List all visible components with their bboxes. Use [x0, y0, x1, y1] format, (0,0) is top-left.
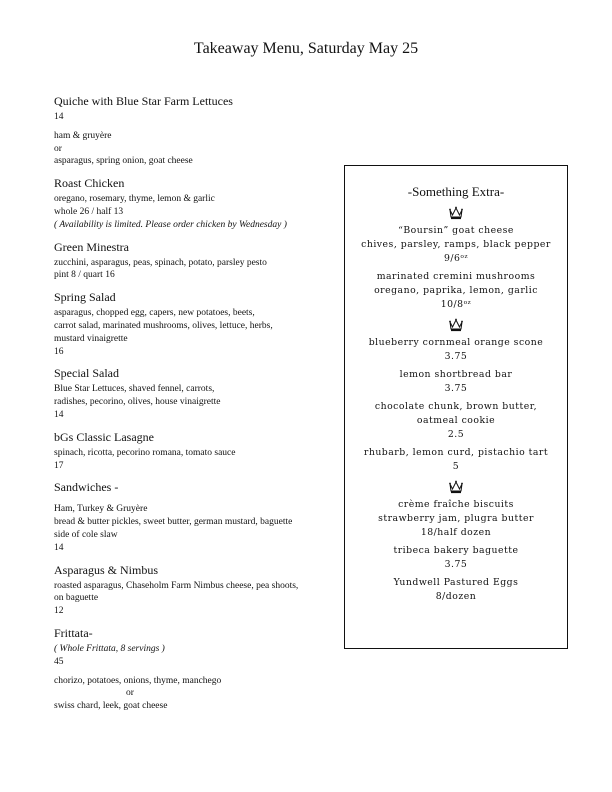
- extra-item-line: crème fraîche biscuits: [398, 499, 514, 510]
- menu-item-name: Spring Salad: [54, 290, 116, 305]
- extra-item-line: 9/6ᵒᶻ: [443, 253, 469, 264]
- something-extra-box: [344, 165, 568, 649]
- crown-ornament-icon: [448, 480, 464, 494]
- extra-item-line: tribeca bakery baguette: [393, 545, 519, 556]
- extra-item-line: 8/dozen: [435, 591, 477, 602]
- extra-item: [345, 336, 567, 364]
- menu-item-detail: oregano, rosemary, thyme, lemon & garlic: [54, 194, 215, 205]
- extra-item: [345, 270, 567, 312]
- menu-item-detail: spinach, ricotta, pecorino romana, tomato sauce: [54, 447, 236, 458]
- menu-item-detail: carrot salad, marinated mushrooms, olives, lettuce, herbs,: [54, 320, 273, 331]
- extra-item-line: 3.75: [444, 383, 468, 394]
- menu-item-detail: 14: [54, 409, 64, 420]
- menu-item-detail: or: [54, 143, 62, 154]
- extra-item: [345, 498, 567, 540]
- extra-item-line: 18/half dozen: [420, 527, 492, 538]
- extra-item: [345, 400, 567, 442]
- crown-ornament-icon: [448, 206, 464, 220]
- menu-item-detail: 12: [54, 606, 64, 617]
- menu-item: [54, 563, 339, 618]
- extra-item-line: Yundwell Pastured Eggs: [393, 577, 519, 588]
- extra-item-line: chocolate chunk, brown butter,: [374, 401, 538, 412]
- extra-item-line: 5: [452, 461, 460, 472]
- menu-item-detail: Ham, Turkey & Gruyère: [54, 504, 148, 515]
- menu-item: [54, 176, 339, 231]
- menu-item-detail: side of cole slaw: [54, 529, 118, 540]
- menu-item-detail: ( Whole Frittata, 8 servings ): [54, 643, 165, 654]
- extra-item-line: lemon shortbread bar: [399, 369, 513, 380]
- extra-item-line: 10/8ᵒᶻ: [440, 299, 472, 310]
- menu-item-detail: asparagus, spring onion, goat cheese: [54, 156, 193, 167]
- extra-item-line: oatmeal cookie: [416, 415, 496, 426]
- menu-item-detail: asparagus, chopped egg, capers, new potatoes, beets,: [54, 308, 255, 319]
- extra-items: [345, 206, 567, 604]
- extra-item-line: “Boursin” goat cheese: [398, 225, 514, 236]
- extra-item-line: chives, parsley, ramps, black pepper: [361, 239, 551, 250]
- extra-item-line: marinated cremini mushrooms: [376, 271, 536, 282]
- extra-item-line: strawberry jam, plugra butter: [378, 513, 534, 524]
- menu-item-detail: or: [126, 688, 134, 699]
- menu-item-name: Green Minestra: [54, 239, 129, 254]
- something-extra-title: -Something Extra-: [407, 184, 505, 199]
- extra-item: [345, 224, 567, 266]
- menu-item-name: Special Salad: [54, 366, 119, 381]
- extra-item-line: rhubarb, lemon curd, pistachio tart: [363, 447, 549, 458]
- extra-item-line: oregano, paprika, lemon, garlic: [374, 285, 538, 296]
- menu-item: [54, 94, 339, 168]
- menu-item: [54, 290, 339, 358]
- extra-item-line: 3.75: [444, 351, 468, 362]
- menu-item: [54, 240, 339, 283]
- menu-item-detail: whole 26 / half 13: [54, 206, 124, 217]
- extra-item: [345, 368, 567, 396]
- menu-item-detail: pint 8 / quart 16: [54, 270, 115, 281]
- menu-item-name: Quiche with Blue Star Farm Lettuces: [54, 94, 233, 108]
- extra-item: [345, 576, 567, 604]
- menu-item: [54, 366, 339, 421]
- menu-item-detail: Blue Star Lettuces, shaved fennel, carrots,: [54, 384, 215, 395]
- crown-ornament-icon: [448, 318, 464, 332]
- menu-item-detail: ( Availability is limited. Please order chicken by Wednesday ): [54, 219, 287, 230]
- menu-item-detail: zucchini, asparagus, peas, spinach, potato, parsley pesto: [54, 257, 267, 268]
- menu-item-detail: on baguette: [54, 593, 99, 604]
- menu-item-name: bGs Classic Lasagne: [54, 429, 154, 444]
- extra-item: [345, 446, 567, 474]
- menu-item: [54, 430, 339, 473]
- menu-item-name: Asparagus & Nimbus: [54, 562, 158, 577]
- menu-item: [54, 480, 339, 554]
- menu-item-detail: 16: [54, 346, 64, 357]
- page-title: Takeaway Menu, Saturday May 25: [193, 40, 419, 57]
- extra-item: [345, 544, 567, 572]
- menu-item-detail: roasted asparagus, Chaseholm Farm Nimbus cheese, pea shoots,: [54, 580, 299, 591]
- extra-item-line: 3.75: [444, 559, 468, 570]
- menu-item-detail: swiss chard, leek, goat cheese: [54, 701, 168, 712]
- menu-items: [54, 94, 339, 721]
- menu-item-detail: 45: [54, 656, 64, 667]
- extra-item-line: blueberry cornmeal orange scone: [368, 337, 544, 348]
- menu-item-name: Sandwiches -: [54, 480, 119, 495]
- menu-item-detail: mustard vinaigrette: [54, 333, 128, 344]
- menu-item-name: Frittata-: [54, 625, 93, 640]
- menu-item-name: Roast Chicken: [54, 176, 125, 191]
- menu-item-detail: 14: [54, 112, 64, 122]
- menu-item-detail: radishes, pecorino, olives, house vinaigrette: [54, 397, 221, 408]
- menu-item-detail: 14: [54, 542, 64, 553]
- menu-item-detail: chorizo, potatoes, onions, thyme, manchego: [54, 675, 222, 686]
- menu-item: [54, 626, 339, 713]
- extra-item-line: 2.5: [447, 429, 465, 440]
- menu-item-detail: ham & gruyère: [54, 130, 112, 141]
- menu-item-detail: bread & butter pickles, sweet butter, german mustard, baguette: [54, 517, 293, 528]
- menu-item-detail: 17: [54, 460, 64, 471]
